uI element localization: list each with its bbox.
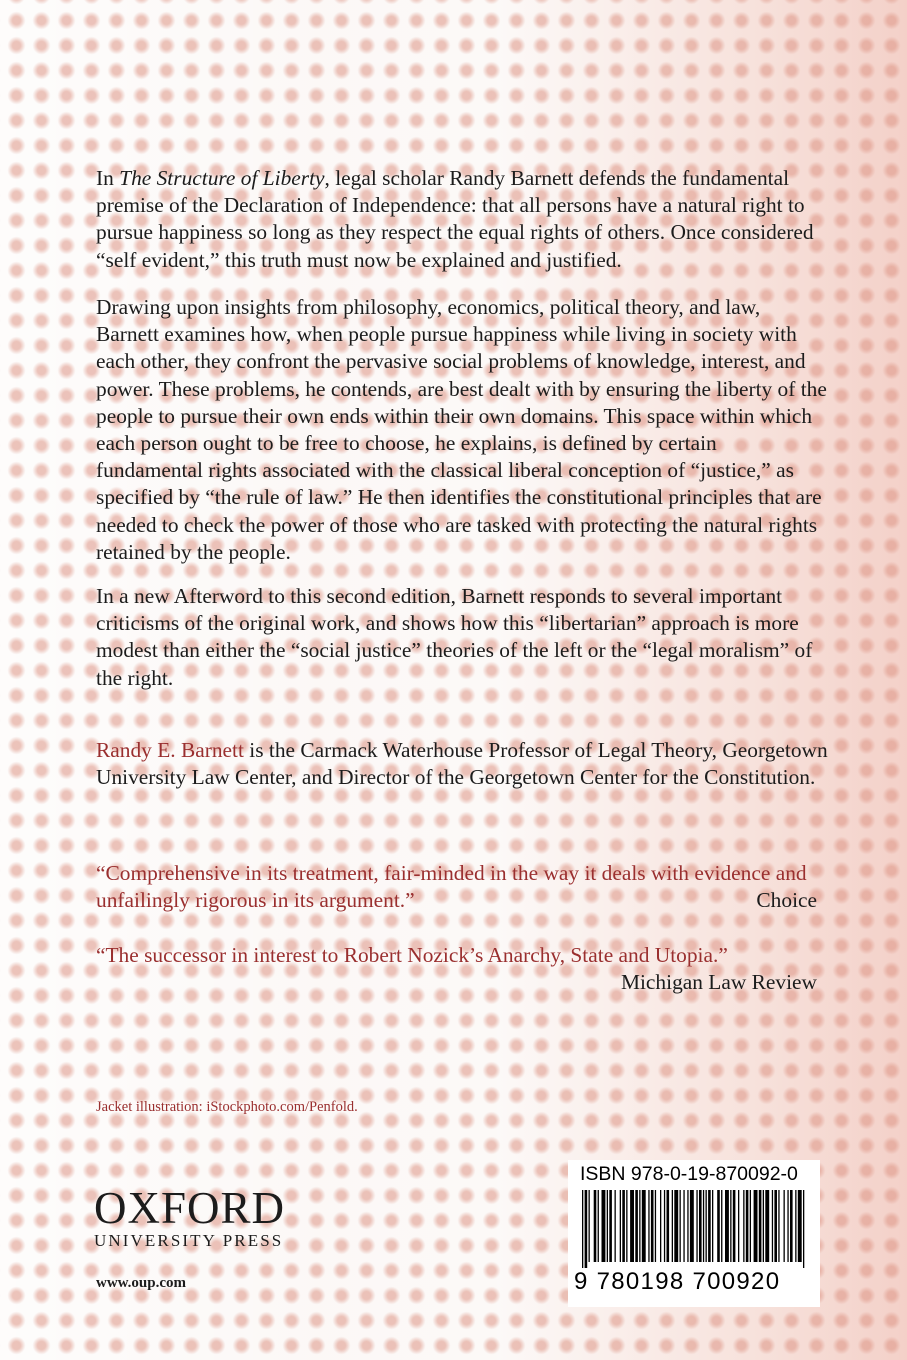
barcode-bar — [639, 1190, 640, 1262]
description-paragraph-3: In a new Afterword to this second edition, Barnett responds to several important criticisms of the original work, and shows how this “libertarian” approach is more modest than either the “social justice” theories of the left or the “legal moralism” of the right. — [96, 584, 813, 690]
barcode-bar — [651, 1190, 654, 1262]
review-source-1: Choice — [756, 888, 817, 912]
barcode-bar — [635, 1190, 638, 1262]
barcode-bar — [725, 1190, 729, 1262]
barcode-bar — [778, 1190, 779, 1262]
barcode-bar — [721, 1190, 722, 1262]
barcode-bar — [759, 1190, 762, 1262]
barcode-bar — [699, 1190, 702, 1262]
barcode-bar — [602, 1190, 606, 1262]
review-source-2: Michigan Law Review — [620, 970, 817, 994]
publisher-name: OXFORD — [94, 1183, 286, 1233]
isbn-digits: 9 780198 700920 — [574, 1268, 781, 1295]
description-paragraph-2: Drawing upon insights from philosophy, economics, political theory, and law, Barnett examines how, when people pursue happiness while living in society with each other, they confront the pervasive social problems of knowledge, interest, and power. These problems, he contends, are best dealt with by ensuring the liberty of the people to pursue their own ends within their own domains. This space within which each person ought to be free to choose, he explains, is defined by certain fundamental rights associated with the classical liberal conception of “justice,” as specified by “the rule of law.” He then identifies the constitutional principles that are needed to check the power of those who are tasked with protecting the natural rights retained by the people. — [96, 295, 827, 564]
barcode-bar — [683, 1190, 684, 1262]
author-bio-text: is the Carmack Waterhouse Professor of Legal Theory, Georgetown University Law Center, and Director of the Georgetown Center for the Constitution. — [96, 738, 828, 790]
barcode-bar — [609, 1190, 612, 1262]
barcode-bar — [626, 1190, 627, 1262]
barcode-bar — [648, 1190, 649, 1262]
barcode-bar — [642, 1190, 646, 1262]
barcode-bar — [585, 1190, 588, 1268]
barcode-bar — [754, 1190, 758, 1262]
barcode-bar — [730, 1190, 731, 1262]
barcode-bar — [696, 1190, 697, 1262]
barcode-bar — [598, 1190, 599, 1262]
review-quote-1: “Comprehensive in its treatment, fair-minded in the way it deals with evidence and unfailingly rigorous in its argument.” — [96, 861, 807, 913]
barcode-bar — [772, 1190, 773, 1262]
barcode-bar — [746, 1190, 749, 1262]
barcode-bar — [774, 1190, 777, 1262]
barcode-bar — [589, 1190, 590, 1262]
barcode-bar — [690, 1190, 694, 1262]
barcode-bar — [630, 1190, 634, 1262]
barcode-bar — [607, 1190, 608, 1262]
barcode-bar — [674, 1190, 678, 1262]
isbn-barcode-box — [568, 1160, 820, 1307]
barcode-bar — [706, 1190, 707, 1262]
publisher-logo — [94, 1183, 286, 1251]
barcode-bar — [738, 1190, 739, 1262]
barcode-icon — [582, 1190, 806, 1268]
barcode-bar — [664, 1190, 665, 1262]
barcode-bar — [660, 1190, 661, 1262]
barcode-bar — [803, 1190, 804, 1268]
review-quote-2: “The successor in interest to Robert Nozick’s Anarchy, State and Utopia.” — [96, 943, 728, 967]
barcode-bar — [672, 1190, 673, 1262]
barcode-bar — [750, 1190, 751, 1262]
barcode-bar — [667, 1190, 670, 1262]
author-bio — [96, 737, 828, 791]
barcode-bar — [765, 1190, 769, 1262]
barcode-bar — [795, 1190, 796, 1262]
barcode-bar — [703, 1190, 704, 1262]
book-title: The Structure of Liberty — [119, 166, 325, 190]
description-paragraph-1 — [96, 165, 828, 274]
isbn-label: ISBN 978-0-19-870092-0 — [580, 1163, 798, 1185]
barcode-bar — [790, 1190, 793, 1262]
barcode-bar — [655, 1190, 656, 1262]
publisher-website: www.oup.com — [96, 1275, 187, 1291]
p1-body: , legal scholar Randy Barnett defends the fundamental premise of the Declaration of Independence: that all persons have a natural right to pursue happiness so long as they respect the equal rights of others. Once considered “self evident,” this truth must now be explained and justified. — [96, 166, 814, 272]
barcode-bar — [615, 1190, 616, 1262]
barcode-bar — [687, 1190, 688, 1262]
barcode-bar — [622, 1190, 625, 1262]
jacket-illustration-credit: Jacket illustration: iStockphoto.com/Penfold. — [96, 1099, 358, 1115]
publisher-subtitle: UNIVERSITY PRESS — [94, 1231, 284, 1250]
barcode-bar — [680, 1190, 681, 1262]
barcode-bar — [582, 1190, 583, 1268]
barcode-bar — [620, 1190, 621, 1262]
barcode-bar — [708, 1190, 711, 1262]
barcode-bar — [594, 1190, 597, 1262]
barcode-bar — [743, 1190, 744, 1262]
barcode-bar — [787, 1190, 788, 1262]
barcode-bar — [712, 1190, 713, 1262]
barcode-bar — [784, 1190, 785, 1262]
barcode-bar — [733, 1190, 736, 1262]
barcode-bar — [798, 1190, 802, 1262]
barcode-bar — [763, 1190, 764, 1262]
author-name: Randy E. Barnett — [96, 738, 244, 762]
p1-intro: In — [96, 166, 120, 190]
barcode-bar — [717, 1190, 720, 1262]
